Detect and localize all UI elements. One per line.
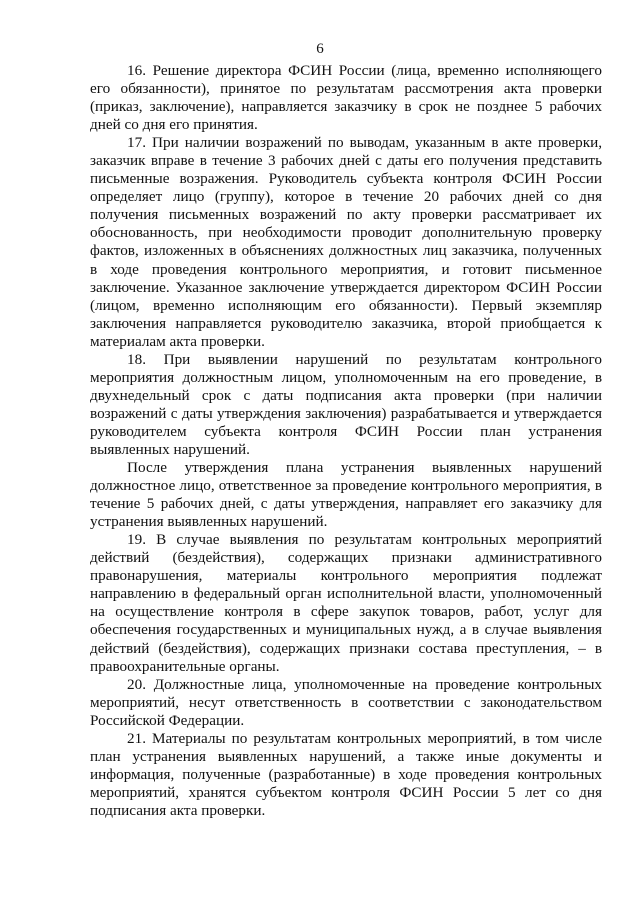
paragraph-16: 16. Решение директора ФСИН России (лица, временно исполняющего его обязанности), принятое по результатам рассмотрения акта проверки (приказ, заключение), направляется заказчику в срок не позднее 5 рабочих дней со дня его принятия.: [90, 62, 602, 134]
paragraph-17: 17. При наличии возражений по выводам, указанным в акте проверки, заказчик вправе в течение 3 рабочих дней с даты его получения представить письменные возражения. Руководитель субъекта контроля ФСИН России определяет лицо (группу), которое в течение 20 рабочих дней со дня получения письменных возражений по акту проверки рассматривает их обоснованность, при необходимости проводит дополнительную проверку фактов, изложенных в объяснениях должностных лиц заказчика, полученных в ходе проведения контрольного мероприятия, и готовит письменное заключение. Указанное заключение утверждается директором ФСИН России (лицом, временно исполняющим его обязанности). Первый экземпляр заключения направляется руководителю заказчика, второй приобщается к материалам акта проверки.: [90, 134, 602, 350]
paragraph-19: 19. В случае выявления по результатам контрольных мероприятий действий (бездействия), содержащих признаки административного правонарушения, материалы контрольного мероприятия подлежат направлению в федеральный орган исполнительной власти, уполномоченный на осуществление контроля в сфере закупок товаров, работ, услуг для обеспечения государственных и муниципальных нужд, а в случае выявления действий (бездействия), содержащих признаки состава преступления, – в правоохранительные органы.: [90, 531, 602, 675]
paragraph-18-continuation: После утверждения плана устранения выявленных нарушений должностное лицо, ответственное за проведение контрольного мероприятия, в течение 5 рабочих дней, с даты утверждения, направляет его заказчику для устранения выявленных нарушений.: [90, 459, 602, 531]
document-body: [90, 62, 602, 820]
page-number: 6: [316, 41, 324, 57]
paragraph-20: 20. Должностные лица, уполномоченные на проведение контрольных мероприятий, несут ответственность в соответствии с законодательством Российской Федерации.: [90, 675, 602, 729]
paragraph-21: 21. Материалы по результатам контрольных мероприятий, в том числе план устранения выявленных нарушений, а также иные документы и информация, полученные (разработанные) в ходе проведения контрольных мероприятий, хранятся субъектом контроля ФСИН России 5 лет со дня подписания акта проверки.: [90, 729, 602, 819]
paragraph-18: 18. При выявлении нарушений по результатам контрольного мероприятия должностным лицом, уполномоченным на его проведение, в двухнедельный срок с даты подписания акта проверки (при наличии возражений с даты утверждения заключения) разрабатывается и утверждается руководителем субъекта контроля ФСИН России план устранения выявленных нарушений.: [90, 350, 602, 458]
